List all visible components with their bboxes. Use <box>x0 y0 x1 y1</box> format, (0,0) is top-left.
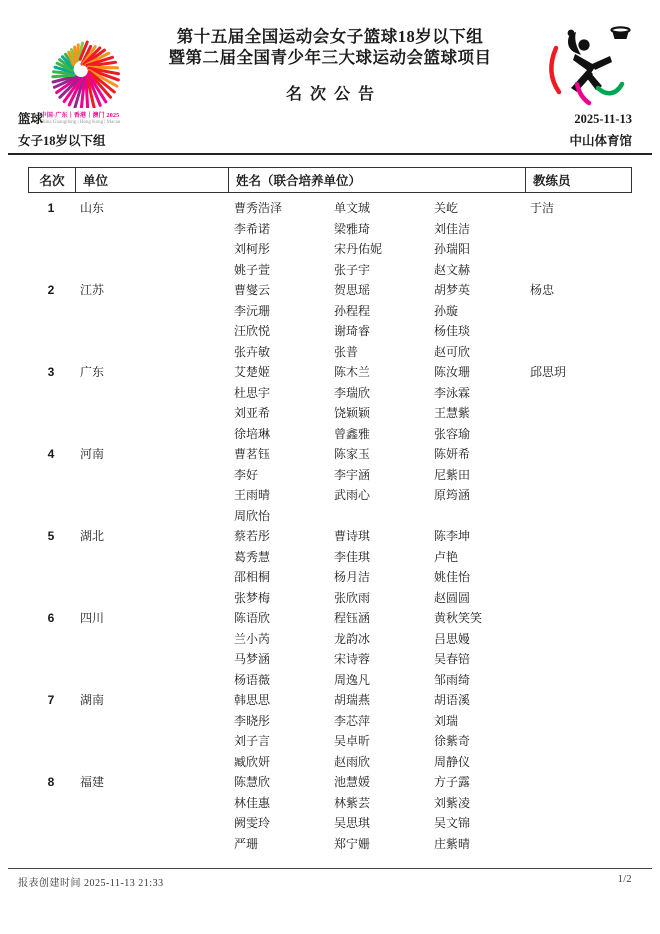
footer <box>18 874 632 889</box>
names-cell <box>227 772 524 854</box>
emblem-caption-cn: 中国·广东｜香港｜澳门 2025 <box>40 113 120 119</box>
title-line-2: 暨第二届全国青少年三大球运动会篮球项目 <box>168 48 492 67</box>
coach-cell: 邱思玥 <box>530 365 567 379</box>
player-name: 姚子萱 <box>234 262 271 277</box>
player-name: 宋丹佑妮 <box>334 242 383 256</box>
player-name: 陈妍希 <box>434 447 471 461</box>
player-name: 徐培琳 <box>234 426 271 441</box>
ranking-table <box>28 167 632 854</box>
player-name: 陈家玉 <box>334 447 371 461</box>
rank-cell: 8 <box>47 775 55 789</box>
player-name: 杨语薇 <box>234 672 271 687</box>
player-name: 谢琦睿 <box>334 324 371 338</box>
unit-cell: 四川 <box>80 611 105 625</box>
player-name: 李晓彤 <box>234 713 271 728</box>
player-name: 张梦梅 <box>234 590 271 605</box>
player-name: 徐紫奇 <box>434 734 471 748</box>
footer-divider <box>8 868 652 869</box>
player-name: 吴卓昕 <box>334 734 371 748</box>
player-name: 黄秋笑笑 <box>434 611 483 625</box>
player-name: 程钰涵 <box>334 611 371 625</box>
player-name: 王慧紫 <box>434 406 471 420</box>
player-name: 张容瑜 <box>434 426 471 441</box>
player-name: 陈木兰 <box>334 365 371 379</box>
sport-label: 篮球 <box>18 112 44 126</box>
player-name: 李希诺 <box>234 221 271 236</box>
coach-cell: 杨忠 <box>530 283 555 297</box>
player-name: 赵文赫 <box>434 262 471 277</box>
player-name: 李好 <box>234 467 259 482</box>
player-name: 陈语欣 <box>234 611 271 625</box>
player-name: 刘亚希 <box>234 406 271 420</box>
table-header <box>28 167 632 193</box>
table-row <box>28 690 632 772</box>
player-name: 李沅珊 <box>234 303 271 318</box>
player-name: 张卉敏 <box>234 344 271 359</box>
player-name: 赵雨欣 <box>334 754 371 769</box>
player-name: 葛秀慧 <box>234 549 271 564</box>
player-name: 郑宁姗 <box>334 836 371 851</box>
unit-cell: 山东 <box>80 201 105 215</box>
player-name: 张普 <box>334 344 359 359</box>
title-announcement: 名次公告 <box>285 86 382 103</box>
player-name: 阙雯玲 <box>234 816 271 830</box>
column-header-unit: 单位 <box>75 168 228 192</box>
spiral-flower-icon <box>28 24 132 108</box>
table-row <box>28 280 632 362</box>
unit-cell: 江苏 <box>80 283 105 297</box>
player-name: 池慧媛 <box>334 775 371 789</box>
rank-cell: 7 <box>47 693 55 707</box>
player-name: 林佳惠 <box>234 795 271 810</box>
names-cell <box>227 362 524 444</box>
player-name: 赵圆圆 <box>434 590 471 605</box>
rank-cell: 6 <box>47 611 55 625</box>
player-name: 刘柯彤 <box>234 242 271 256</box>
player-name: 周欣怡 <box>234 508 271 523</box>
basketball-player-icon <box>540 22 640 106</box>
player-name: 曹茗钰 <box>234 447 271 461</box>
player-name: 吴思琪 <box>334 816 371 830</box>
table-body <box>28 193 632 854</box>
player-name: 曹诗琪 <box>334 529 371 543</box>
player-name: 武雨心 <box>334 488 371 502</box>
player-name: 孙瑞阳 <box>434 242 471 256</box>
table-row <box>28 526 632 608</box>
column-header-coach: 教练员 <box>525 168 631 192</box>
table-row <box>28 198 632 280</box>
player-name: 龙韵冰 <box>334 631 371 646</box>
player-name: 刘紫凌 <box>434 795 471 810</box>
player-name: 宋诗蓉 <box>334 652 371 666</box>
player-name: 胡语溪 <box>434 693 471 707</box>
table-row <box>28 362 632 444</box>
player-name: 李泳霖 <box>434 385 471 400</box>
player-name: 李芯萍 <box>334 713 371 728</box>
player-name: 蔡若彤 <box>234 529 271 543</box>
player-name: 孙程程 <box>334 303 371 318</box>
group-label: 女子18岁以下组 <box>18 134 106 148</box>
document-title <box>120 26 540 104</box>
page-number: 1/2 <box>617 874 632 885</box>
names-cell <box>227 608 524 690</box>
player-name: 林紫芸 <box>334 795 371 810</box>
player-name: 王雨晴 <box>234 488 271 502</box>
player-name: 刘瑞 <box>434 713 459 728</box>
player-name: 关屹 <box>434 201 459 215</box>
unit-cell: 广东 <box>80 365 105 379</box>
names-cell <box>227 280 524 362</box>
rank-cell: 5 <box>47 529 55 543</box>
rank-cell: 2 <box>47 283 55 297</box>
header-divider <box>8 153 652 155</box>
rank-cell: 1 <box>47 201 55 215</box>
player-name: 张子宇 <box>334 262 371 277</box>
player-name: 周逸凡 <box>334 672 371 687</box>
player-name: 臧欣妍 <box>234 754 271 769</box>
player-name: 吴春锫 <box>434 652 471 666</box>
player-name: 李瑞欣 <box>334 385 371 400</box>
table-row <box>28 772 632 854</box>
table-row <box>28 608 632 690</box>
player-name: 邹雨绮 <box>434 672 471 687</box>
player-name: 单文珹 <box>334 201 371 215</box>
player-name: 兰小芮 <box>234 631 271 646</box>
player-name: 曹秀浩泽 <box>234 201 283 215</box>
names-cell <box>227 526 524 608</box>
player-name: 杨月洁 <box>334 570 371 584</box>
names-cell <box>227 444 524 526</box>
basketball-pictogram <box>540 22 644 111</box>
coach-cell: 于洁 <box>530 201 555 215</box>
rank-cell: 3 <box>47 365 55 379</box>
player-name: 饶颖颖 <box>334 406 371 420</box>
player-name: 陈慧欣 <box>234 775 271 789</box>
player-name: 杜思宇 <box>234 385 271 400</box>
column-header-rank: 名次 <box>39 174 65 188</box>
title-line-1: 第十五届全国运动会女子篮球18岁以下组 <box>176 27 484 46</box>
player-name: 韩思思 <box>234 693 271 707</box>
date-label: 2025-11-13 <box>574 112 632 126</box>
unit-cell: 福建 <box>80 775 105 789</box>
names-cell <box>227 198 524 280</box>
player-name: 曾鑫雅 <box>334 426 371 441</box>
player-name: 吴文锦 <box>434 816 471 830</box>
emblem-caption-en: China Guangdong | Hong Kong | Macau <box>39 120 121 125</box>
player-name: 卢艳 <box>434 549 459 564</box>
unit-cell: 湖南 <box>80 693 105 707</box>
names-cell <box>227 690 524 772</box>
player-name: 邵相桐 <box>234 570 271 584</box>
player-name: 李佳琪 <box>334 549 371 564</box>
player-name: 姚佳怡 <box>434 570 471 584</box>
player-name: 赵可欣 <box>434 344 471 359</box>
player-name: 尼紫田 <box>434 467 471 482</box>
player-name: 胡瑞燕 <box>334 693 371 707</box>
player-name: 周静仪 <box>434 754 471 769</box>
player-name: 原筠涵 <box>434 488 471 502</box>
player-name: 汪欣悦 <box>234 324 271 338</box>
player-name: 方子露 <box>434 775 471 789</box>
player-name: 陈李坤 <box>434 529 471 543</box>
table-row <box>28 444 632 526</box>
player-name: 陈汝珊 <box>434 365 471 379</box>
player-name: 严珊 <box>234 836 259 851</box>
unit-cell: 河南 <box>80 447 105 461</box>
player-name: 杨佳琰 <box>434 324 471 338</box>
player-name: 马梦涵 <box>234 652 271 666</box>
column-header-names: 姓名（联合培养单位） <box>228 168 525 192</box>
player-name: 艾楚姬 <box>234 365 271 379</box>
player-name: 刘佳洁 <box>434 221 471 236</box>
player-name: 吕思嫚 <box>434 631 471 646</box>
venue-label: 中山体育馆 <box>569 134 632 148</box>
player-name: 庄紫晴 <box>434 836 471 851</box>
player-name: 李宇涵 <box>334 467 371 482</box>
rank-cell: 4 <box>47 447 55 461</box>
unit-cell: 湖北 <box>80 529 105 543</box>
player-name: 胡梦英 <box>434 283 471 297</box>
player-name: 贺思瑶 <box>334 283 371 297</box>
player-name: 刘子言 <box>234 734 271 748</box>
player-name: 梁雅琦 <box>334 221 371 236</box>
player-name: 张欣雨 <box>334 590 371 605</box>
player-name: 曹燮云 <box>234 283 271 297</box>
player-name: 孙璇 <box>434 303 459 318</box>
event-meta <box>18 108 632 152</box>
report-created-timestamp: 报表创建时间 2025-11-13 21:33 <box>18 878 164 889</box>
